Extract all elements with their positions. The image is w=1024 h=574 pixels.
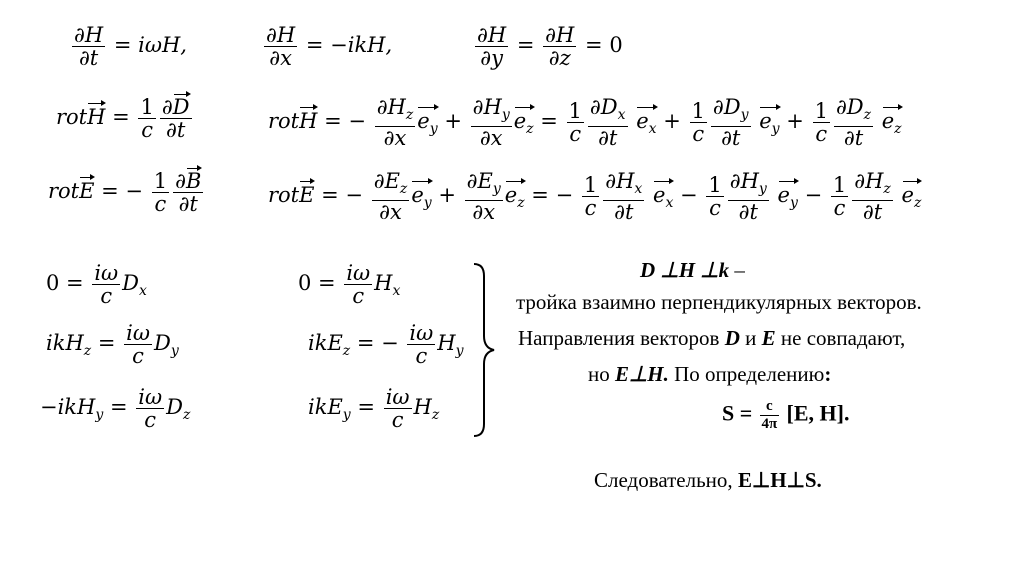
equation-dHdx: $\frac{\partial H}{\partial x}$ = −ikH, <box>266 23 393 70</box>
text-triple-description: тройка взаимно перпендикулярных векторов. <box>516 290 922 314</box>
equation-Hx: 0 = $\frac{i\omega}{c}$ $H_x$ <box>298 261 401 308</box>
text-conclusion: Следовательно, E⊥H⊥S. <box>594 468 822 492</box>
equation-dHdt: $\frac{\partial H}{\partial t}$ = iωH, <box>74 23 187 70</box>
equation-Hz: ikE$_y$ = $\frac{i\omega}{c}$ $H_z$ <box>308 385 440 432</box>
equation-rotE-maxwell: rotE = − $\frac{1}{c}$ $\frac{\partial B}{\partial t}$ <box>48 169 202 216</box>
equation-rotH-maxwell: rotH = $\frac{1}{c}$ $\frac{\partial D}{\partial t}$ <box>56 95 190 142</box>
poynting-vector-formula: S = $\frac{c}{4\pi}$ [E, H]. <box>722 398 850 432</box>
equation-Dz: −ikH$_y$ = $\frac{i\omega}{c}$ $D_z$ <box>40 385 191 432</box>
text-by-definition: но E⊥H. По определению: <box>588 362 832 386</box>
equation-Hy: ikE$_z$ = − $\frac{i\omega}{c}$ $H_y$ <box>308 321 464 368</box>
text-perpendicular-triple: D ⊥H ⊥k – <box>640 258 745 282</box>
equation-rotE-expanded: rotE = − $\frac{\partial E_z}{\partial x}$ $e_y$ + $\frac{\partial E_y}{\partial x}$ $e_z$ = − $\frac{1}{c}$ $\frac{\partial H_x}{\partial t}$ $e_x$ − $\frac{1}{c}$ $\frac{\partial H_y}{\partial t}$ $e_y$ − $\frac{1}{c}$ $\frac{\partial H_z}{\partial t}$ $e_z$ <box>268 169 922 225</box>
right-brace-icon <box>470 262 498 438</box>
equation-Dx: 0 = $\frac{i\omega}{c}$ $D_x$ <box>46 261 147 308</box>
text-directions-differ: Направления векторов D и E не совпадают, <box>518 326 906 350</box>
equation-dHdy-dHdz: $\frac{\partial H}{\partial y}$ = $\frac{\partial H}{\partial z}$ = 0 <box>477 23 623 70</box>
equation-rotH-expanded: rotH = − $\frac{\partial H_z}{\partial x}$ $e_y$ + $\frac{\partial H_y}{\partial x}$ $e_z$ = $\frac{1}{c}$ $\frac{\partial D_x}{\partial t}$ $e_x$ + $\frac{1}{c}$ $\frac{\partial D_y}{\partial t}$ $e_y$ + $\frac{1}{c}$ $\frac{\partial D_z}{\partial t}$ $e_z$ <box>268 95 902 151</box>
equation-Dy: ikH$_z$ = $\frac{i\omega}{c}$ $D_y$ <box>46 321 179 368</box>
